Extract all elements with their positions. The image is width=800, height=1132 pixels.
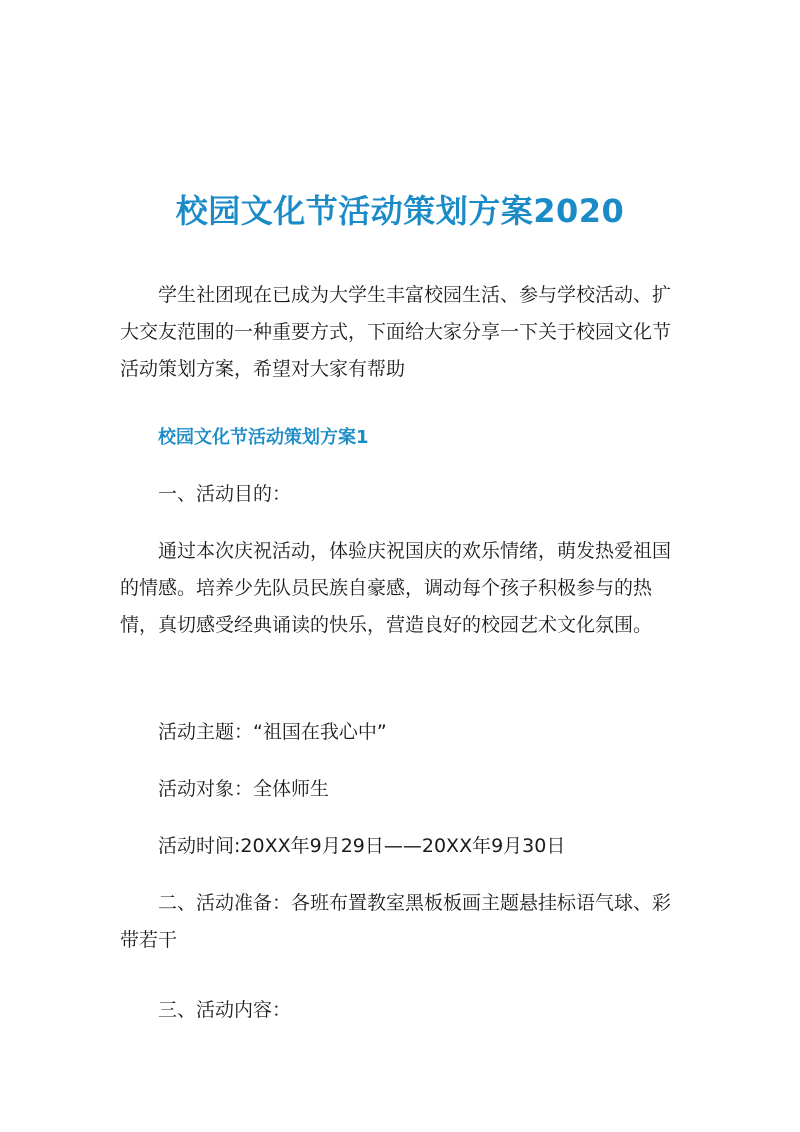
goal-label: 一、活动目的： — [158, 483, 292, 505]
intro-paragraph: 学生社团现在已成为大学生丰富校园生活、参与学校活动、扩大交友范围的一种重要方式，下面给大家分享一下关于校园文化节活动策划方案，希望对大家有帮助 — [120, 284, 672, 380]
goal-paragraph: 通过本次庆祝活动，体验庆祝国庆的欢乐情绪，萌发热爱祖国的情感。培养少先队员民族自豪感，调动每个孩子积极参与的热情，真切感受经典诵读的快乐，营造良好的校园艺术文化氛围。 — [120, 540, 672, 636]
document-title: 校园文化节活动策划方案2020 — [175, 192, 625, 231]
content-label: 三、活动内容： — [158, 999, 292, 1021]
target-line: 活动对象：全体师生 — [158, 778, 330, 800]
time-line: 活动时间:20XX年9月29日——20XX年9月30日 — [158, 835, 566, 857]
theme-line: 活动主题：“祖国在我心中” — [158, 721, 387, 743]
preparation-paragraph: 二、活动准备：各班布置教室黑板板画主题悬挂标语气球、彩带若干 — [120, 892, 672, 951]
section-heading-plan-1: 校园文化节活动策划方案1 — [158, 427, 369, 448]
